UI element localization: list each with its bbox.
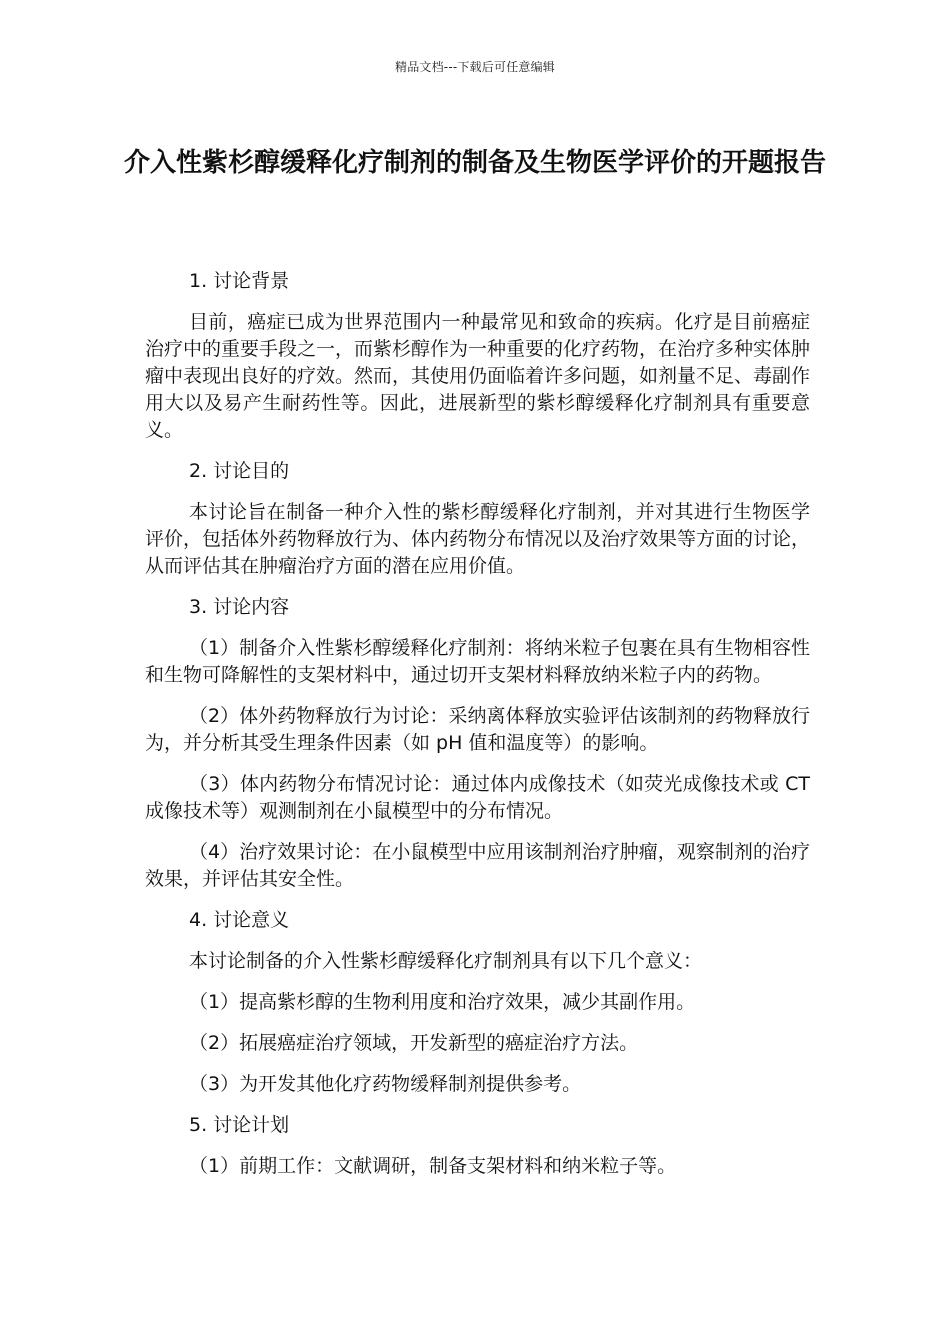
significance-item: （3）为开发其他化疗药物缓释制剂提供参考。 (189, 1073, 582, 1095)
significance-item: （2）拓展癌症治疗领域，开发新型的癌症治疗方法。 (189, 1032, 639, 1054)
section-heading-significance: 4. 讨论意义 (189, 909, 290, 931)
header-note: 精品文档---下载后可任意编辑 (395, 60, 555, 74)
paragraph-significance-intro: 本讨论制备的介入性紫杉醇缓释化疗制剂具有以下几个意义： (189, 950, 703, 972)
paragraph-background: 目前，癌症已成为世界范围内一种最常见和致命的疾病。化疗是目前癌症治疗中的重要手段之一，而紫杉醇作为一种重要的化疗药物，在治疗多种实体肿瘤中表现出良好的疗效。然而，其使用仍面临着许多问题，如剂量不足、毒副作用大以及易产生耐药性等。因此，进展新型的紫杉醇缓释化疗制剂具有重要意义。 (145, 311, 811, 441)
section-heading-purpose: 2. 讨论目的 (189, 460, 290, 482)
content-item: （3）体内药物分布情况讨论：通过体内成像技术（如荧光成像技术或 CT 成像技术等）观测制剂在小鼠模型中的分布情况。 (145, 773, 810, 822)
significance-item: （1）提高紫杉醇的生物利用度和治疗效果，减少其副作用。 (189, 991, 696, 1013)
document-title: 介入性紫杉醇缓释化疗制剂的制备及生物医学评价的开题报告 (123, 148, 826, 178)
paragraph-purpose: 本讨论旨在制备一种介入性的紫杉醇缓释化疗制剂，并对其进行生物医学评价，包括体外药物释放行为、体内药物分布情况以及治疗效果等方面的讨论，从而评估其在肿瘤治疗方面的潜在应用价值。 (145, 501, 811, 577)
section-heading-background: 1. 讨论背景 (189, 270, 290, 292)
plan-item: （1）前期工作：文献调研，制备支架材料和纳米粒子等。 (189, 1155, 677, 1177)
content-item: （2）体外药物释放行为讨论：采纳离体释放实验评估该制剂的药物释放行为，并分析其受生理条件因素（如 pH 值和温度等）的影响。 (145, 705, 810, 754)
section-heading-content: 3. 讨论内容 (189, 596, 290, 618)
content-item: （4）治疗效果讨论：在小鼠模型中应用该制剂治疗肿瘤，观察制剂的治疗效果，并评估其安全性。 (145, 841, 810, 890)
content-item: （1）制备介入性紫杉醇缓释化疗制剂：将纳米粒子包裹在具有生物相容性和生物可降解性的支架材料中，通过切开支架材料释放纳米粒子内的药物。 (145, 637, 810, 686)
document-body (145, 268, 810, 1194)
section-heading-plan: 5. 讨论计划 (189, 1114, 290, 1136)
